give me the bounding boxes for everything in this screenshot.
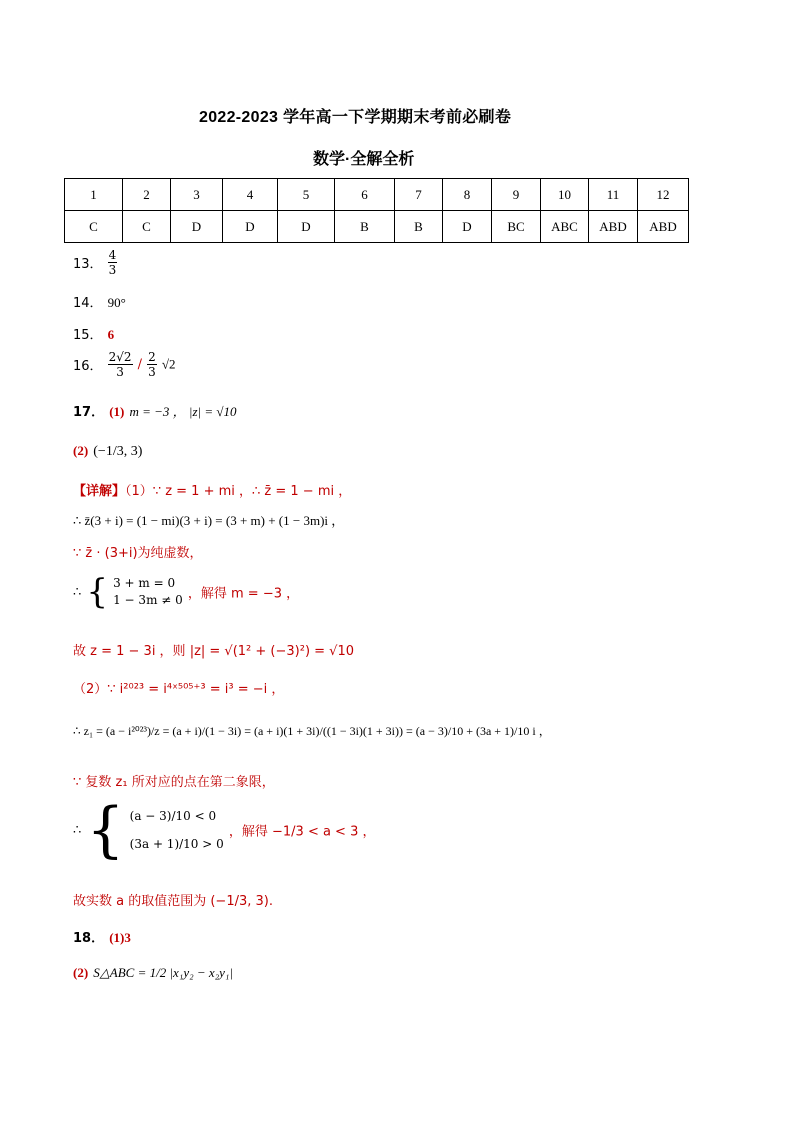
numerator: 2 <box>148 350 156 364</box>
table-cell: D <box>443 211 492 243</box>
math-expression: (−1/3, 3) <box>93 444 143 459</box>
equation: 3 + m = 0 <box>113 576 176 590</box>
table-cell: ABC <box>541 211 589 243</box>
denominator: 3 <box>108 263 117 277</box>
brace-icon: { <box>86 795 125 865</box>
numerator: 2√2 <box>108 350 132 364</box>
solution-text: ，解得 m = −3 ， <box>187 586 300 602</box>
table-cell: C <box>123 211 171 243</box>
answer-15 <box>73 324 114 343</box>
part-label: (1) <box>109 404 125 419</box>
question-number: 17． <box>73 405 105 420</box>
answer-table <box>64 178 689 243</box>
inequality: (a − 3)/10 < 0 <box>129 809 217 823</box>
table-cell: 5 <box>278 179 335 211</box>
answer-value: 6 <box>107 327 115 342</box>
table-cell: 1 <box>65 179 123 211</box>
detail-line-8: ∴ z₁ = (a − i²⁰²³)/z = (a + i)/(1 − 3i) = (a + i)(1 + 3i)/((1 − 3i)(1 + 3i)) = (a − 3)/10 + (3a + 1)/10 i ， <box>73 724 551 738</box>
answer-value: 90° <box>107 295 126 310</box>
solution-text: 故实数 a 的取值范围为 (−1/3, 3). <box>73 894 273 909</box>
therefore-symbol: ∴ <box>73 584 82 599</box>
answer-16 <box>73 350 176 379</box>
detail-line-9: ∵ 复数 z₁ 所对应的点在第二象限， <box>73 775 275 790</box>
detail-line-1 <box>73 480 351 499</box>
brace-icon: { <box>86 572 109 612</box>
detail-line-2: ∴ z̄(3 + i) = (1 − mi)(3 + i) = (3 + m) + (1 − 3m)i ， <box>73 513 345 528</box>
table-cell: 3 <box>171 179 223 211</box>
detail-line-6 <box>73 640 354 659</box>
equation: 1 − 3m ≠ 0 <box>113 593 183 607</box>
table-cell: 9 <box>492 179 541 211</box>
table-cell: 8 <box>443 179 492 211</box>
table-cell: ABD <box>638 211 689 243</box>
math-expression: S△ABC = 1/2 |x₁y₂ − x₂y₁| <box>93 965 234 980</box>
table-cell: D <box>223 211 278 243</box>
solution-text: 故 z = 1 − 3i ，则 |z| = √(1² + (−3)²) = √10 <box>73 644 354 659</box>
inequality: (3a + 1)/10 > 0 <box>129 837 224 851</box>
part-label: (1)3 <box>109 930 131 945</box>
table-cell: 4 <box>223 179 278 211</box>
denominator: 3 <box>116 365 124 379</box>
question-number: 13． <box>73 257 103 272</box>
part-label: (2) <box>73 965 89 980</box>
answer-13 <box>73 248 117 277</box>
page-title: 2022-2023 学年高一下学期期末考前必刷卷 <box>199 109 512 126</box>
answer-18-part2 <box>73 962 233 981</box>
therefore-symbol: ∴ <box>73 822 82 837</box>
math-expression: m = −3 ， |z| = √10 <box>129 404 237 419</box>
question-number: 16． <box>73 359 103 374</box>
table-cell: BC <box>492 211 541 243</box>
detail-line-3: ∵ z̄ · (3+i)为纯虚数， <box>73 546 203 561</box>
solution-text: ，解得 −1/3 < a < 3 ， <box>228 824 376 840</box>
table-cell: 11 <box>589 179 638 211</box>
radical: √2 <box>161 356 176 372</box>
table-cell: D <box>278 211 335 243</box>
fraction <box>108 350 133 379</box>
question-number: 18． <box>73 931 105 946</box>
detail-system-1 <box>73 572 300 612</box>
fraction <box>108 248 118 277</box>
answer-17-part1 <box>73 401 237 420</box>
detail-system-2 <box>73 795 376 865</box>
detail-line-7: （2）∵ i²⁰²³ = i⁴ˣ⁵⁰⁵⁺³ = i³ = −i ， <box>73 682 285 697</box>
answer-18-part1 <box>73 927 131 946</box>
separator: / <box>137 357 143 372</box>
solution-text: （1）∵ z = 1 + mi ，∴ z̄ = 1 − mi ， <box>125 484 352 499</box>
table-cell: ABD <box>589 211 638 243</box>
table-cell: 12 <box>638 179 689 211</box>
part-label: (2) <box>73 443 89 458</box>
table-cell: C <box>65 211 123 243</box>
table-cell: 10 <box>541 179 589 211</box>
table-cell: B <box>335 211 395 243</box>
table-cell: 7 <box>395 179 443 211</box>
inequality-system <box>130 802 224 858</box>
table-row-answers <box>65 211 689 243</box>
detail-tag: 【详解】 <box>73 484 126 499</box>
table-cell: 6 <box>335 179 395 211</box>
table-cell: 2 <box>123 179 171 211</box>
numerator: 4 <box>108 248 117 262</box>
answer-14 <box>73 292 126 311</box>
table-cell: D <box>171 211 223 243</box>
equation-system <box>113 575 183 609</box>
table-row-numbers <box>65 179 689 211</box>
question-number: 14． <box>73 296 103 311</box>
question-number: 15． <box>73 328 103 343</box>
fraction <box>147 350 157 379</box>
answer-17-part2 <box>73 440 142 460</box>
detail-line-conclusion <box>73 890 273 909</box>
denominator: 3 <box>148 365 156 379</box>
page-subtitle: 数学·全解全析 <box>313 151 415 168</box>
table-cell: B <box>395 211 443 243</box>
